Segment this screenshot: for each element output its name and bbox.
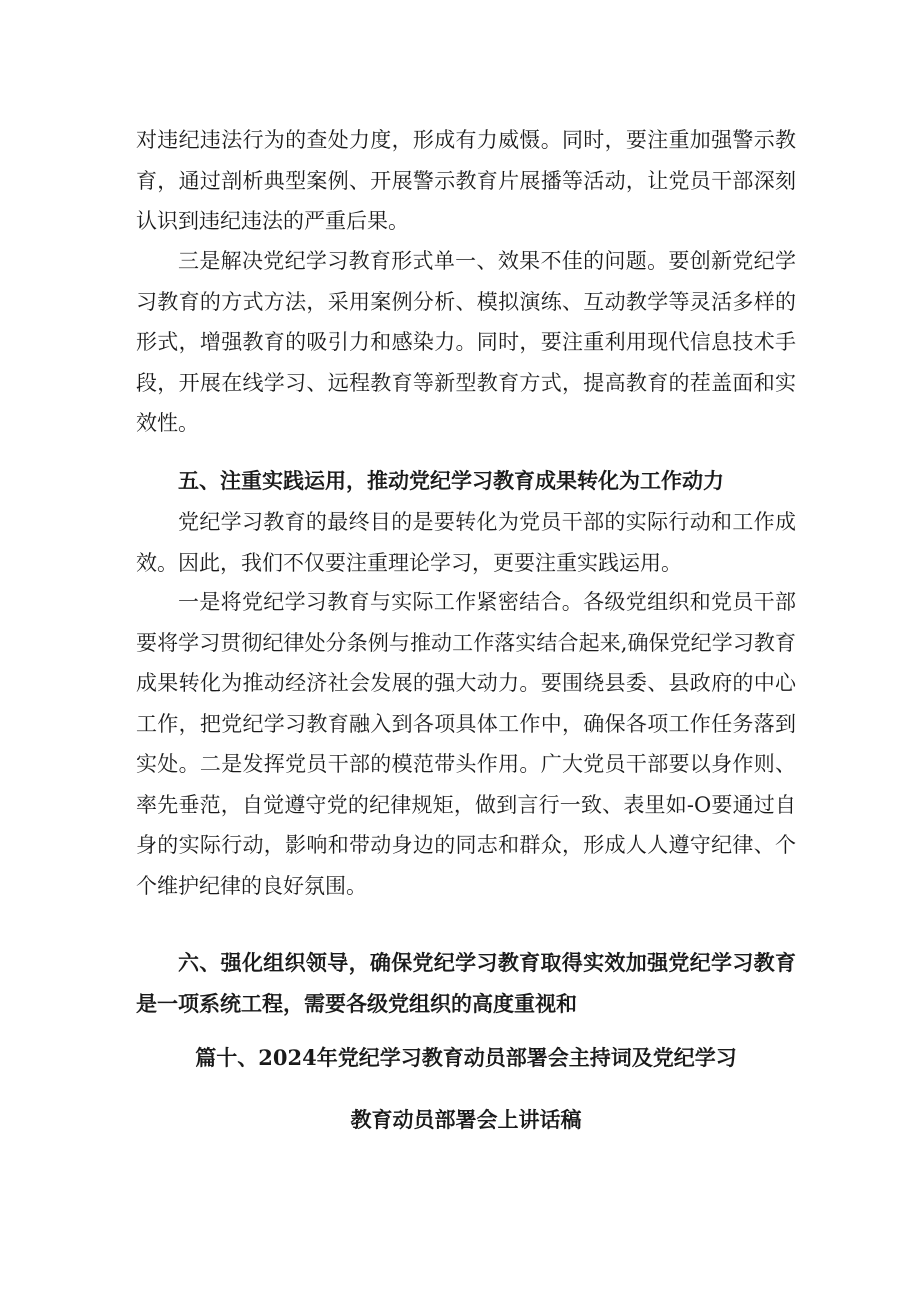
- paragraph-point-three: 三是解决党纪学习教育形式单一、效果不佳的问题。要创新党纪学习教育的方式方法，采用案例分析、模拟演练、互动教学等灵活多样的形式，增强教育的吸引力和感染力。同时，要注重利用现代信息技术手段，开展在线学习、远程教育等新型教育方式，提高教育的茬盖面和实效性。: [136, 249, 796, 435]
- section-heading-six: 六、强化组织领导，确保党纪学习教育取得实效加强党纪学习教育是一项系统工程，需要各级党组织的高度重视和: [136, 950, 796, 1016]
- paragraph-section-five-intro: 党纪学习教育的最终目的是要转化为党员干部的实际行动和工作成效。因此，我们不仅要注重理论学习，更要注重实践运用。: [136, 510, 796, 575]
- chapter-title-line-1: 篇十、2024年党纪学习教育动员部署会主持词及党纪学习: [195, 1045, 737, 1070]
- chapter-title-line-2: 教育动员部署会上讲话稿: [350, 1107, 582, 1132]
- paragraph-continuation: 对违纪违法行为的查处力度，形成有力威慑。同时，要注重加强警示教育，通过剖析典型案例、开展警示教育片展播等活动，让党员干部深刻认识到违纪违法的严重后果。: [136, 128, 796, 233]
- paragraph-point-one-two: 一是将党纪学习教育与实际工作紧密结合。各级党组织和党员干部要将学习贯彻纪律处分条例与推动工作落实结合起来,确保党纪学习教育成果转化为推动经济社会发展的强大动力。要围绕县委、县政府的中心工作，把党纪学习教育融入到各项具体工作中，确保各项工作任务落到实处。二是发挥党员干部的模范带头作用。广大党员干部要以身作则、率先垂范，自觉遵守党的纪律规矩，做到言行一致、表里如-O要通过自身的实际行动，影响和带动身边的同志和群众，形成人人遵守纪律、个个维护纪律的良好氛围。: [136, 590, 796, 898]
- section-heading-five: 五、注重实践运用，推动党纪学习教育成果转化为工作动力: [178, 468, 724, 493]
